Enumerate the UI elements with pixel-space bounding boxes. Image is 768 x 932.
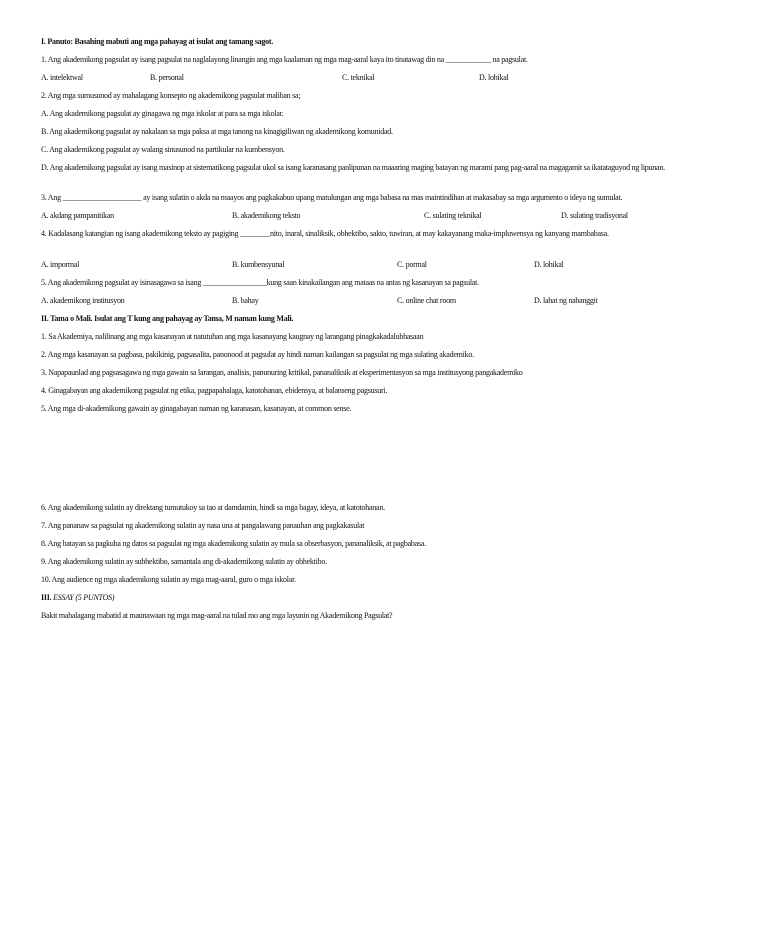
tf-item-7: 7. Ang pananaw sa pagsulat ng akademikong sulatin ay nasa una at pangalawang panauhan ang pagkakasulat (41, 521, 365, 530)
tf-item-3: 3. Napapaunlad ang pagsasagawa ng mga gawain sa larangan, analisis, panunuring kritikal, pananaliksik at eksperimentasyon sa mga institusyong pangakademiko (41, 368, 523, 377)
q5-option-d: D. lahat ng nabanggit (534, 296, 598, 305)
q2-text: 2. Ang mga sumusunod ay mahalagang konsepto ng akademikong pagsulat maliban sa; (41, 91, 301, 100)
q2-option-d: D. Ang akademikong pagsulat ay isang masinop at sistematikong pagsulat ukol sa isang karanasang panlipunan na maaaring maging batayan ng marami pang pag-aaral na magagamit sa ikatataguyod ng lipunan. (41, 163, 665, 172)
tf-item-8: 8. Ang batayan sa pagkuha ng datos sa pagsulat ng mga akademikong sulatin ay mula sa obserbasyon, pananaliksik, at pagbabasa. (41, 539, 426, 548)
q1-option-b: B. personal (150, 73, 184, 82)
part3-numeral: III. (41, 593, 52, 602)
tf-item-9: 9. Ang akademikong sulatin ay subhektibo, samantala ang di-akademikong sulatin ay obhektibo. (41, 557, 327, 566)
essay-question: Bakit mahalagang mabatid at maunawaan ng mga mag-aaral na tulad mo ang mga layunin ng Akademikong Pagsulat? (41, 611, 393, 620)
q5-option-a: A. akademikong institusyon (41, 296, 125, 305)
tf-item-5: 5. Ang mga di-akademikong gawain ay ginagabayan naman ng karanasan, kasanayan, at common sense. (41, 404, 352, 413)
q4-option-d: D. lohikal (534, 260, 564, 269)
q4-option-b: B. kumbensyunal (232, 260, 285, 269)
tf-item-6: 6. Ang akademikong sulatin ay direktang tumutukoy sa tao at damdamin, hindi sa mga bagay, ideya, at katotohanan. (41, 503, 385, 512)
q3-option-b: B. akademikong teksto (232, 211, 301, 220)
q3-text: 3. Ang _____________________ ay isang sulatin o akda na maayos ang pagkakabuo upang matulungan ang mga babasa na mas maintindihan at makasabay sa mga argumento o ideya ng sumulat. (41, 193, 623, 202)
tf-item-4: 4. Ginagabayan ang akademikong pagsulat ng etika, pagpapahalaga, katotohanan, ebidensya, at balanseng pagsusuri. (41, 386, 388, 395)
q3-option-c: C. sulating teknikal (424, 211, 482, 220)
q5-option-c: C. online chat room (397, 296, 456, 305)
q1-option-c: C. teknikal (342, 73, 375, 82)
q4-text: 4. Kadalasang katangian ng isang akademikong teksto ay pagiging ________nito, inaral, sinaliksik, obhektibo, sakto, tuwiran, at may kakayanang maka-impluwensya ng kanyang mambabasa. (41, 229, 609, 238)
part2-heading: II. Tama o Mali. Isulat ang T kung ang pahayag ay Tama, M naman kung Mali. (41, 314, 294, 323)
q4-option-c: C. pormal (397, 260, 427, 269)
q2-option-c: C. Ang akademikong pagsulat ay walang sinusunod na partikular na kumbensyon. (41, 145, 285, 154)
tf-item-2: 2. Ang mga kasanayan sa pagbasa, pakikinig, pagsasalita, panonood at pagsulat ay hindi naman kailangan sa pagsulat ng mga sulating akademiko. (41, 350, 474, 359)
q3-option-d: D. sulating tradisyonal (561, 211, 628, 220)
q2-option-a: A. Ang akademikong pagsulat ay ginagawa ng mga iskolar at para sa mga iskolar. (41, 109, 284, 118)
tf-item-1: 1. Sa Akademiya, nalilinang ang mga kasanayan at natutuhan ang mga kasanayang kaugnay ng larangang pinagkakadalubhasaan (41, 332, 424, 341)
q4-option-a: A. impormal (41, 260, 80, 269)
q1-text: 1. Ang akademikong pagsulat ay isang pagsulat na naglalayong linangin ang mga kaalaman ng mga mag-aaral kaya ito tinatawag din na ____________ na pagsulat. (41, 55, 528, 64)
q3-option-a: A. akdang pampanitikan (41, 211, 114, 220)
part3-heading (41, 593, 748, 602)
part1-heading: I. Panuto: Basahing mabuti ang mga pahayag at isulat ang tamang sagot. (41, 37, 274, 46)
q1-option-a: A. intelektwal (41, 73, 83, 82)
q5-option-b: B. bahay (232, 296, 259, 305)
q1-option-d: D. lohikal (479, 73, 509, 82)
tf-item-10: 10. Ang audience ng mga akademikong sulatin ay mga mag-aaral, guro o mga iskolar. (41, 575, 296, 584)
q5-text: 5. Ang akademikong pagsulat ay isinasagawa sa isang _________________kung saan kinakailangan ang mataas na antas ng kasanayan sa pagsulat. (41, 278, 479, 287)
q2-option-b: B. Ang akademikong pagsulat ay nakalaan sa mga paksa at mga tanong na kinagigiliwan ng akademikong komunidad. (41, 127, 393, 136)
part3-title: ESSAY (5 PUNTOS) (53, 593, 115, 602)
